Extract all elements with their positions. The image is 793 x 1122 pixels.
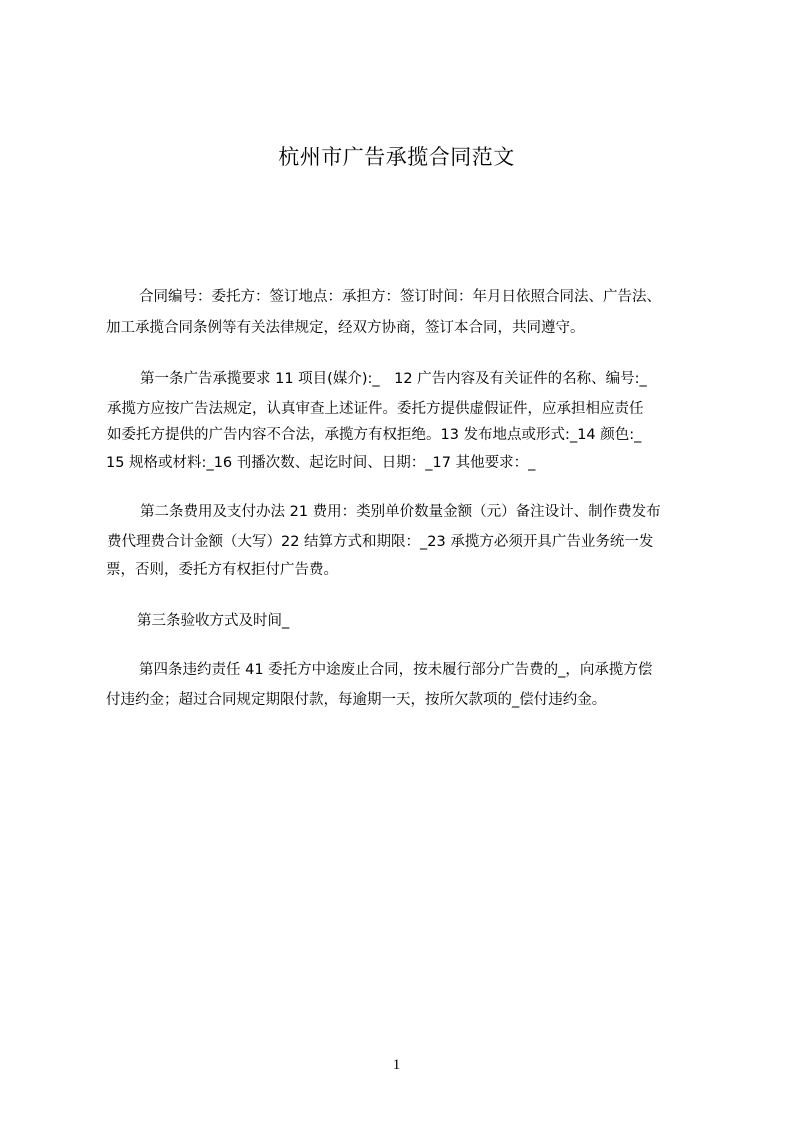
page-number: 1 — [392, 1057, 401, 1073]
document-title: 杭州市广告承揽合同范文 — [278, 145, 515, 169]
paragraph-1-line-1: 合同编号：委托方：签订地点：承担方：签订时间：年月日依照合同法、广告法、 — [139, 289, 661, 305]
paragraph-2-line-3: 如委托方提供的广告内容不合法，承揽方有权拒绝。13 发布地点或形式:_14 颜色:_ — [107, 427, 642, 443]
paragraph-2-line-4: 15 规格或材料:_16 刊播次数、起讫时间、日期：_17 其他要求：_ — [106, 455, 536, 471]
paragraph-2-line-2: 承揽方应按广告法规定，认真审查上述证件。委托方提供虚假证件，应承担相应责任 — [107, 401, 644, 417]
paragraph-5-line-1: 第四条违约责任 41 委托方中途废止合同，按未履行部分广告费的_，向承揽方偿 — [139, 662, 653, 678]
paragraph-3-line-1: 第二条费用及支付办法 21 费用：类别单价数量金额（元）备注设计、制作费发布 — [140, 504, 661, 520]
paragraph-2-line-1: 第一条广告承揽要求 11 项目(媒介):_ 12 广告内容及有关证件的名称、编号:_ — [140, 371, 647, 387]
paragraph-5-line-2: 付违约金；超过合同规定期限付款，每逾期一天，按所欠款项的_偿付违约金。 — [106, 692, 607, 708]
paragraph-4-line-1: 第三条验收方式及时间_ — [137, 613, 290, 629]
paragraph-1-line-2: 加工承揽合同条例等有关法律规定，经双方协商，签订本合同，共同遵守。 — [106, 320, 585, 336]
paragraph-3-line-2: 费代理费合计金额（大写）22 结算方式和期限：_23 承揽方必须开具广告业务统一发 — [107, 534, 654, 550]
paragraph-3-line-3: 票，否则，委托方有权拒付广告费。 — [106, 562, 338, 578]
